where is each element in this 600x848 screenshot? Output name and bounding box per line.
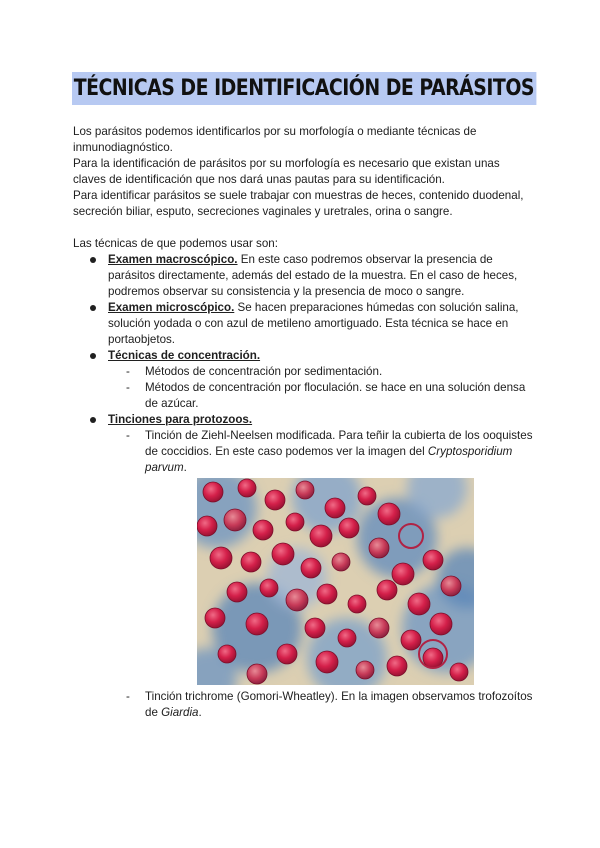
bullet-icon	[90, 257, 96, 263]
species-name: Cryptosporidium parvum	[145, 445, 513, 474]
techniques-list-continued	[73, 412, 533, 428]
intro-paragraph-2: Para la identificación de parásitos por su morfología es necesario que existan unas claves de identificación que nos dará unas pautas para su identificación.	[73, 157, 500, 186]
oocyst	[310, 525, 332, 547]
sub-list-item	[73, 380, 533, 412]
dash-icon: -	[126, 381, 130, 394]
item-heading: Examen microscópico.	[108, 301, 235, 314]
oocyst	[203, 482, 223, 502]
oocyst	[305, 618, 325, 638]
oocyst	[227, 582, 247, 602]
oocyst	[296, 481, 314, 499]
oocyst	[378, 503, 400, 525]
oocyst	[377, 580, 397, 600]
oocyst	[277, 644, 297, 664]
item-text: En este caso podremos observar la presencia de parásitos directamente, además del estado de la muestra. En el caso de heces, podremos observar su consistencia y la presencia de moco o sangre.	[108, 253, 518, 298]
oocyst	[316, 651, 338, 673]
cryptosporidium-micrograph	[197, 478, 474, 685]
dash-icon: -	[126, 690, 130, 703]
trichrome-caption-block	[73, 689, 533, 721]
list-item	[73, 412, 533, 428]
oocyst	[253, 520, 273, 540]
oocyst	[205, 608, 225, 628]
sub-list-item	[73, 428, 533, 476]
oocyst	[197, 516, 217, 536]
sub-item-text: Métodos de concentración por floculación. se hace en una solución densa de azúcar.	[145, 381, 526, 410]
oocyst	[356, 661, 374, 679]
oocyst	[317, 584, 337, 604]
micrograph-image	[197, 478, 474, 685]
oocyst	[246, 613, 268, 635]
oocyst	[369, 538, 389, 558]
oocyst	[224, 509, 246, 531]
stains-sublist	[73, 428, 533, 476]
techniques-list	[73, 252, 533, 364]
oocyst	[238, 479, 256, 497]
sub-item-end: .	[198, 706, 202, 719]
oocyst	[286, 513, 304, 531]
sub-item-end: .	[183, 461, 187, 474]
sub-item-text: Métodos de concentración por sedimentación.	[145, 365, 383, 378]
oocyst	[260, 579, 278, 597]
oocyst	[210, 547, 232, 569]
oocyst	[358, 487, 376, 505]
oocyst	[339, 518, 359, 538]
document-body	[73, 124, 533, 476]
sub-list-item	[73, 364, 533, 380]
item-heading: Examen macroscópico.	[108, 253, 238, 266]
list-item	[73, 252, 533, 300]
list-item	[73, 348, 533, 364]
oocyst	[450, 663, 468, 681]
list-item	[73, 300, 533, 348]
oocyst	[338, 629, 356, 647]
item-heading: Tinciones para protozoos.	[108, 413, 253, 426]
sub-item-text: Tinción trichrome (Gomori-Wheatley). En la imagen observamos trofozoítos de	[145, 690, 533, 719]
oocyst	[441, 576, 461, 596]
oocyst	[272, 543, 294, 565]
oocyst	[301, 558, 321, 578]
oocyst	[247, 664, 267, 684]
stains-sublist-continued	[73, 689, 533, 721]
sub-item-text: Tinción de Ziehl-Neelsen modificada. Para teñir la cubierta de los ooquistes de coccidios. En este caso podemos ver la imagen del	[145, 429, 533, 458]
oocyst	[218, 645, 236, 663]
sub-list-item	[73, 689, 533, 721]
oocyst	[241, 552, 261, 572]
oocyst	[423, 550, 443, 570]
oocyst	[369, 618, 389, 638]
bullet-icon	[90, 353, 96, 359]
item-text: Se hacen preparaciones húmedas con solución salina, solución yodada o con azul de metileno amortiguado. Esta técnica se hace en portaobjetos.	[108, 301, 519, 346]
bullet-icon	[90, 305, 96, 311]
oocyst	[286, 589, 308, 611]
item-heading: Técnicas de concentración.	[108, 349, 261, 362]
techniques-lead: Las técnicas de que podemos usar son:	[73, 237, 278, 250]
oocyst	[392, 563, 414, 585]
oocyst	[265, 490, 285, 510]
intro-paragraph-1: Los parásitos podemos identificarlos por su morfología o mediante técnicas de inmunodiagnóstico.	[73, 125, 477, 154]
oocyst	[408, 593, 430, 615]
dash-icon: -	[126, 429, 130, 442]
species-name: Giardia	[161, 706, 199, 719]
page-title: TÉCNICAS DE IDENTIFICACIÓN DE PARÁSITOS	[72, 72, 537, 105]
bullet-icon	[90, 417, 96, 423]
oocyst	[332, 553, 350, 571]
oocyst	[430, 613, 452, 635]
oocyst	[387, 656, 407, 676]
concentration-sublist	[73, 364, 533, 412]
dash-icon: -	[126, 365, 130, 378]
oocyst	[325, 498, 345, 518]
oocyst	[348, 595, 366, 613]
intro-paragraph-3: Para identificar parásitos se suele trabajar con muestras de heces, contenido duodenal, secreción biliar, esputo, secreciones vaginales y uretrales, orina o sangre.	[73, 189, 524, 218]
oocyst	[401, 630, 421, 650]
